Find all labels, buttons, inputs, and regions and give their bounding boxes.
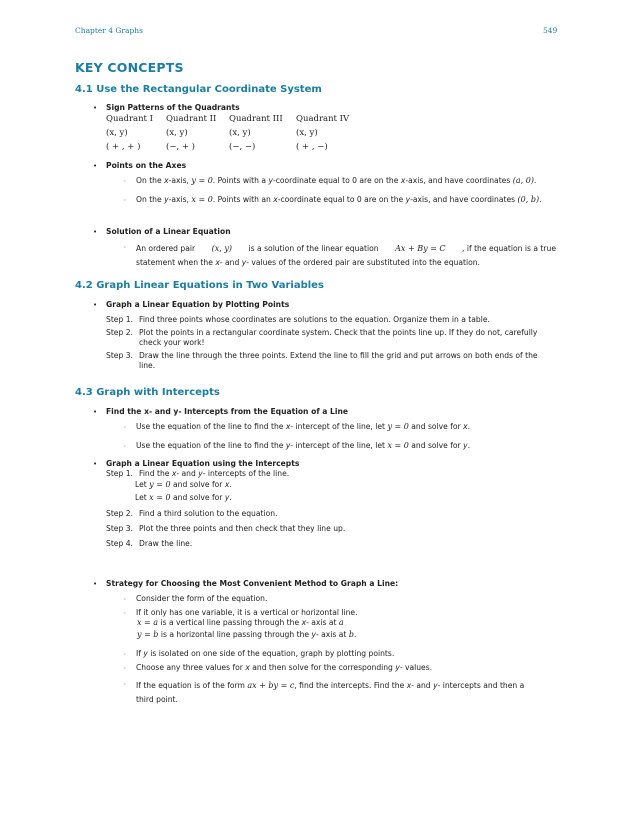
let-x-line: Let x = 0 and solve for y. [135, 493, 232, 502]
sign-patterns-heading: Sign Patterns of the Quadrants [106, 103, 240, 112]
quadrant-column [106, 113, 153, 153]
bullet-icon: • [93, 460, 98, 468]
bullet-icon: • [93, 408, 98, 416]
strategy-heading: Strategy for Choosing the Most Convenient Method to Graph a Line: [106, 579, 399, 588]
strategy-item: If the equation is of the form ax + by = c, find the intercepts. Find the x- and y- intercepts and then a third point. [136, 681, 525, 704]
step-item: Step 1. Find three points whose coordinates are solutions to the equation. Organize them in a table. [106, 315, 490, 324]
find-y-text: Use the equation of the line to find the y- intercept of the line, let x = 0 and solve for y. [136, 441, 471, 450]
quadrant-coord: (x, y) [106, 128, 128, 138]
section-4-2-heading: 4.2 Graph Linear Equations in Two Variables [75, 280, 324, 291]
bullet-icon: • [93, 162, 98, 170]
find-intercepts-heading: Find the x- and y- Intercepts from the Equation of a Line [106, 407, 349, 416]
step-item: Step 3. Draw the line through the three points. Extend the line to fill the grid and put arrows on both ends of the line. [106, 351, 538, 370]
plotting-steps [106, 315, 556, 371]
horizontal-line-text: y = b is a horizontal line passing through the y- axis at b. [137, 630, 357, 639]
y-axis-text: On the y-axis, x = 0. Points with an x-coordinate equal to 0 are on the y-axis, and have coordinates (0, b). [136, 195, 542, 204]
step-item: Step 2. Plot the points in a rectangular coordinate system. Check that the points line up. If they do not, carefully check your work! [106, 328, 538, 347]
circle-bullet-icon: ◦ [123, 178, 127, 185]
points-axes-heading: Points on the Axes [106, 161, 187, 170]
quadrant-name: Quadrant IV [296, 114, 350, 124]
circle-bullet-icon: ◦ [123, 681, 127, 688]
plotting-points-heading: Graph a Linear Equation by Plotting Points [106, 300, 290, 309]
chapter-header: Chapter 4 Graphs [75, 26, 143, 35]
bullet-icon: • [93, 580, 98, 588]
quadrant-column [229, 113, 283, 153]
quadrant-coord: (x, y) [296, 128, 318, 138]
quadrant-name: Quadrant II [166, 114, 217, 124]
find-x-text: Use the equation of the line to find the x- intercept of the line, let y = 0 and solve for x. [136, 422, 471, 431]
quadrant-coord: (x, y) [166, 128, 188, 138]
circle-bullet-icon: ◦ [123, 651, 127, 658]
circle-bullet-icon: ◦ [123, 665, 127, 672]
bullet-icon: • [93, 301, 98, 309]
quadrant-column [166, 113, 216, 153]
step-item: Step 4. Draw the line. [106, 539, 193, 548]
circle-bullet-icon: ◦ [123, 424, 127, 431]
step-item: Step 2. Find a third solution to the equation. [106, 509, 278, 518]
circle-bullet-icon: ◦ [123, 244, 127, 251]
vertical-line-text: x = a is a vertical line passing through the x- axis at a [137, 618, 344, 627]
strategy-item: If it only has one variable, it is a vertical or horizontal line. [136, 608, 358, 617]
step-item: Step 1. Find the x- and y- intercepts of the line. [106, 469, 290, 478]
circle-bullet-icon: ◦ [123, 596, 127, 603]
page-number: 549 [543, 26, 558, 35]
step-item: Step 3. Plot the three points and then check that they line up. [106, 524, 346, 533]
quadrant-signs: ( + , −) [296, 142, 328, 152]
quadrant-coord: (x, y) [229, 128, 251, 138]
strategy-item: If y is isolated on one side of the equation, graph by plotting points. [136, 649, 395, 658]
quadrant-name: Quadrant III [229, 114, 283, 124]
quadrant-signs: (−, + ) [166, 142, 195, 152]
strategy-item: Choose any three values for x and then solve for the corresponding y- values. [136, 663, 433, 672]
circle-bullet-icon: ◦ [123, 197, 127, 204]
solution-heading: Solution of a Linear Equation [106, 227, 231, 236]
circle-bullet-icon: ◦ [123, 443, 127, 450]
strategy-item: Consider the form of the equation. [136, 594, 268, 603]
circle-bullet-icon: ◦ [123, 610, 127, 617]
quadrant-signs: (−, −) [229, 142, 256, 152]
section-4-3-heading: 4.3 Graph with Intercepts [75, 387, 220, 398]
solution-text: An ordered pair (x, y) is a solution of the linear equation Ax + By = C , if the equation is a true statement when the x- and y- values of the ordered pair are substituted into the equation. [136, 244, 556, 267]
intercept-steps [106, 469, 556, 549]
let-y-line: Let y = 0 and solve for x. [135, 480, 232, 489]
quadrant-signs: ( + , + ) [106, 142, 141, 152]
x-axis-text: On the x-axis, y = 0. Points with a y-coordinate equal to 0 are on the x-axis, and have coordinates (a, 0). [136, 176, 537, 185]
graph-intercepts-heading: Graph a Linear Equation using the Intercepts [106, 459, 300, 468]
quadrant-name: Quadrant I [106, 114, 154, 124]
bullet-icon: • [93, 228, 98, 236]
section-4-1-heading: 4.1 Use the Rectangular Coordinate System [75, 84, 322, 95]
page-title: KEY CONCEPTS [75, 60, 184, 75]
quadrant-column [296, 113, 349, 153]
bullet-icon: • [93, 104, 98, 112]
